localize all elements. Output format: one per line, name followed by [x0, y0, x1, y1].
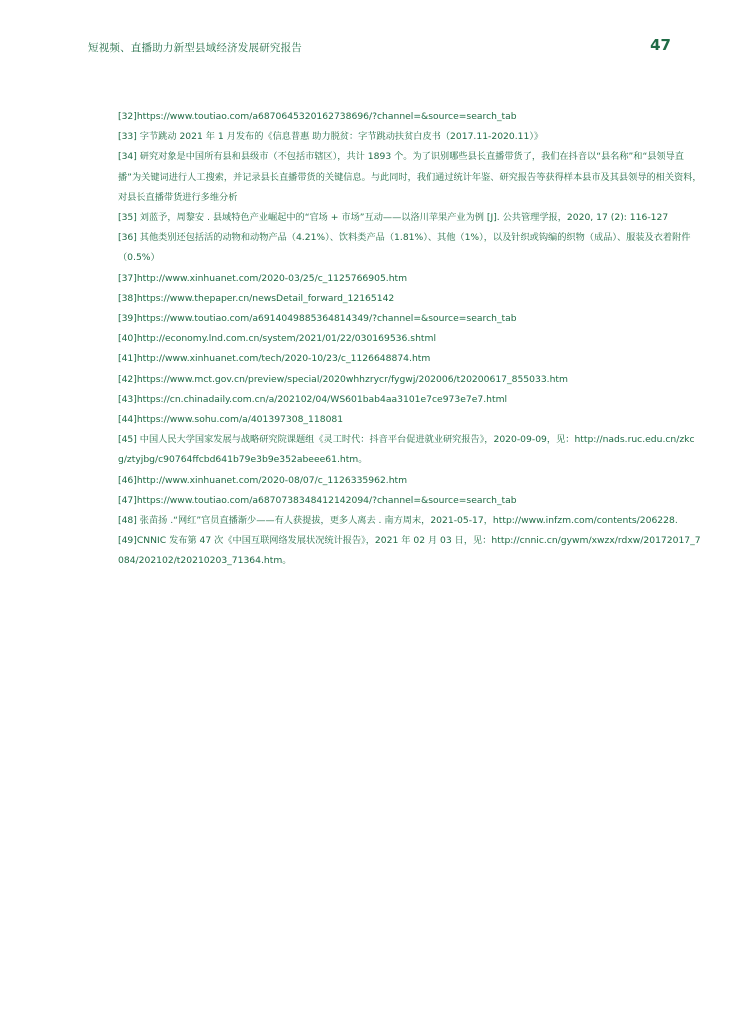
- page-header: [0, 0, 755, 80]
- reference-item-34: [34] 研究对象是中国所有县和县级市（不包括市辖区），共计 1893 个。为了识别哪些县长直播带货了，我们在抖音以“县名称”和“县领导直播”为关键词进行人工搜索，并记录县长直播带货的关键信息。与此同时，我们通过统计年鉴、研究报告等获得样本县市及其县领导的相关资料，对县长直播带货进行多维分析: [118, 151, 702, 203]
- reference-item-45: [45] 中国人民大学国家发展与战略研究院课题组《灵工时代：抖音平台促进就业研究报告》，2020-09-09，见：http://nads.ruc.edu.cn/zkcg/ztyjbg/c90764ffcbd641b79e3b9e352abeee61.htm。: [118, 434, 695, 466]
- page-number: 47: [650, 36, 671, 54]
- reference-item-33: [33] 字节跳动 2021 年 1 月发布的《信息普惠 助力脱贫：字节跳动扶贫白皮书（2017.11-2020.11）》: [118, 131, 544, 143]
- reference-item-42: [42]https://www.mct.gov.cn/preview/special/2020whhzrycr/fygwj/202006/t20200617_855033.htm: [118, 373, 568, 385]
- reference-item-44: [44]https://www.sohu.com/a/401397308_118081: [118, 414, 344, 426]
- reference-list: [118, 107, 702, 572]
- reference-item-46: [46]http://www.xinhuanet.com/2020-08/07/c_1126335962.htm: [118, 474, 408, 486]
- reference-item-36: [36] 其他类别还包括活的动物和动物产品（4.21%）、饮料类产品（1.81%）、其他（1%），以及针织或钩编的织物（成品）、服装及衣着附件（0.5%）: [118, 232, 691, 264]
- reference-item-41: [41]http://www.xinhuanet.com/tech/2020-10/23/c_1126648874.htm: [118, 353, 431, 365]
- reference-item-43: [43]https://cn.chinadaily.com.cn/a/202102/04/WS601bab4aa3101e7ce973e7e7.html: [118, 393, 508, 405]
- reference-item-49: [49]CNNIC 发布第 47 次《中国互联网络发展状况统计报告》，2021 年 02 月 03 日，见：http://cnnic.cn/gywm/xwzx/rdxw/20172017_7084/202102/t20210203_71364.htm。: [118, 535, 701, 567]
- report-title: 短视频、直播助力新型县域经济发展研究报告: [88, 42, 302, 54]
- reference-item-38: [38]https://www.thepaper.cn/newsDetail_forward_12165142: [118, 292, 395, 304]
- reference-item-40: [40]http://economy.lnd.com.cn/system/2021/01/22/030169536.shtml: [118, 333, 437, 345]
- reference-item-39: [39]https://www.toutiao.com/a6914049885364814349/?channel=&source=search_tab: [118, 313, 517, 325]
- reference-item-32: [32]https://www.toutiao.com/a6870645320162738696/?channel=&source=search_tab: [118, 111, 517, 122]
- reference-item-37: [37]http://www.xinhuanet.com/2020-03/25/c_1125766905.htm: [118, 272, 408, 284]
- reference-item-35: [35] 刘蓝予，周黎安 . 县域特色产业崛起中的“官场 + 市场”互动——以洛川苹果产业为例 [J]. 公共管理学报，2020, 17 (2): 116-127: [118, 212, 669, 224]
- reference-item-48: [48] 张苗扬 .“网红”官员直播渐少——有人获提拔，更多人离去 . 南方周末，2021-05-17，http://www.infzm.com/contents/206228.: [118, 515, 678, 527]
- reference-item-47: [47]https://www.toutiao.com/a6870738348412142094/?channel=&source=search_tab: [118, 494, 517, 506]
